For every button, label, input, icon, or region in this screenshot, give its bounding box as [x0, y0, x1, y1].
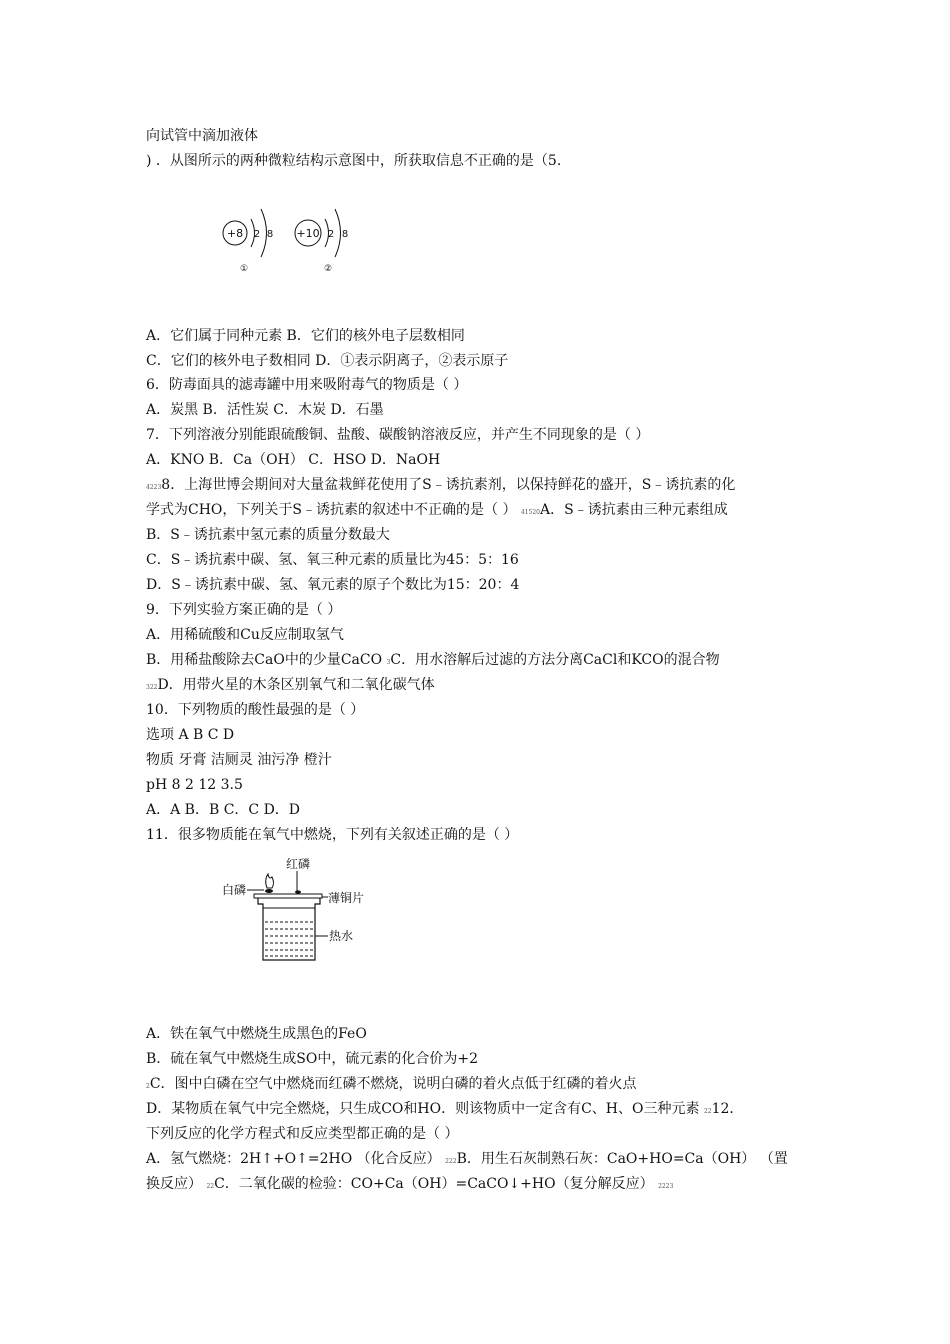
question-9-option-d: D．用带火星的木条区别氧气和二氧化碳气体 [157, 677, 435, 693]
atom-structure-figure [218, 196, 368, 278]
atom2-nucleus-charge: +10 [296, 227, 320, 240]
subscript-run: 22 [703, 1108, 712, 1115]
question-5-options-cd: C．它们的核外电子数相同 D．①表示阴离子，②表示原子 [146, 353, 509, 369]
question-11-option-c-line [146, 1074, 637, 1097]
phosphorus-experiment-figure [220, 850, 380, 968]
subscript-run: 222 [445, 1158, 457, 1165]
question-8-option-d: D．S﹣诱抗素中碳、氢、氧元素的原子个数比为15：20：4 [146, 577, 520, 593]
subscript-run: 2 [146, 1083, 150, 1090]
question-8-option-a: A．S﹣诱抗素由三种元素组成 [540, 502, 728, 518]
question-6-stem: 6．防毒面具的滤毒罐中用来吸附毒气的物质是（ ） [146, 377, 468, 393]
copper-sheet [254, 894, 322, 898]
question-8-option-b: B．S﹣诱抗素中氢元素的质量分数最大 [146, 527, 390, 543]
question-12-options-bc [146, 1174, 673, 1197]
flame-icon [266, 874, 274, 888]
question-9-option-d-line [146, 675, 435, 698]
atom2-shell2-count: 8 [341, 229, 349, 240]
question-11-stem: 11．很多物质能在氧气中燃烧，下列有关叙述正确的是（ ） [146, 827, 519, 843]
red-phosphorus-lump [295, 890, 301, 893]
subscript-run: 322 [146, 684, 158, 691]
question-11-option-d: D．某物质在氧气中完全燃烧，只生成CO和HO．则该物质中一定含有C、H、O三种元素 [146, 1101, 700, 1117]
question-10-table-row-substance: 物质 牙膏 洁厕灵 油污净 橙汁 [146, 752, 332, 768]
question-5-stem: ) ．从图所示的两种微粒结构示意图中，所获取信息不正确的是（5. [146, 153, 562, 169]
atom1-nucleus-charge: +8 [226, 227, 244, 240]
question-11-option-a: A．铁在氧气中燃烧生成黑色的FeO [146, 1026, 367, 1042]
atom1-shell2-count: 8 [266, 229, 274, 240]
question-11-option-b: B．硫在氧气中燃烧生成SO中，硫元素的化合价为+2 [146, 1051, 478, 1067]
question-9-option-c: C．用水溶解后过滤的方法分离CaCl和KCO的混合物 [390, 652, 720, 668]
question-10-table-header: 选项 A B C D [146, 727, 235, 743]
question-12-options-ab [146, 1149, 788, 1172]
hot-water-fill [265, 922, 313, 956]
question-11-option-d-line [146, 1099, 743, 1122]
question-12-option-b: B．用生石灰制熟石灰：CaO+HO=Ca（OH） （置 [456, 1151, 788, 1167]
question-12-option-a: A．氢气燃烧：2H↑+O↑=2HO （化合反应） [146, 1151, 441, 1167]
question-8-stem [146, 475, 735, 498]
atom2-shell-arc-2 [335, 209, 341, 257]
white-phosphorus-lump [265, 889, 273, 893]
question-7-stem: 7．下列溶液分别能跟硫酸铜、盐酸、碳酸钠溶液反应，并产生不同现象的是（ ） [146, 427, 650, 443]
white-phosphorus-label: 白磷 [222, 883, 247, 897]
question-8-text-cont: 学式为CHO，下列关于S﹣诱抗素的叙述中不正确的是（ ） [146, 502, 517, 518]
question-9-stem: 9．下列实验方案正确的是（ ） [146, 602, 342, 618]
question-10-table-row-ph: pH 8 2 12 3.5 [146, 777, 243, 793]
question-7-options: A．KNO B．Ca（OH） C．HSO D．NaOH [146, 452, 441, 468]
atom1-shell1-count: 2 [253, 229, 261, 240]
atom2-shell1-count: 2 [327, 229, 335, 240]
subscript-run: 3 [386, 659, 391, 666]
question-9-option-a: A．用稀硫酸和Cu反应制取氢气 [146, 627, 344, 643]
question-5-options-ab: A．它们属于同种元素 B．它们的核外电子层数相同 [146, 328, 465, 344]
text-line: 向试管中滴加液体 [146, 128, 258, 144]
question-12-option-b-cont: 换反应） [146, 1176, 202, 1192]
question-10-stem: 10．下列物质的酸性最强的是（ ） [146, 702, 365, 718]
red-phosphorus-label: 红磷 [286, 857, 311, 871]
subscript-run: 22 [206, 1183, 215, 1190]
atom1-shell-arc-2 [261, 209, 267, 257]
copper-sheet-label: 薄铜片 [328, 891, 365, 905]
question-12-option-c: C．二氧化碳的检验：CO+Ca（OH）=CaCO↓+HO（复分解反应） [214, 1176, 654, 1192]
question-11-option-c: C．图中白磷在空气中燃烧而红磷不燃烧，说明白磷的着火点低于红磷的着火点 [149, 1076, 637, 1092]
hot-water-label: 热水 [329, 929, 354, 943]
atom2-label: ② [323, 264, 333, 274]
question-9-options-bc [146, 650, 720, 673]
subscript-run: 2223 [658, 1183, 674, 1190]
subscript-run: 4223 [146, 484, 162, 491]
question-12-stem: 下列反应的化学方程式和反应类型都正确的是（ ） [146, 1126, 459, 1142]
question-12-number: 12． [711, 1101, 744, 1117]
question-6-options: A．炭黑 B．活性炭 C．木炭 D．石墨 [146, 402, 384, 418]
question-8-option-c: C．S﹣诱抗素中碳、氢、氧三种元素的质量比为45：5：16 [146, 552, 519, 568]
subscript-run: 41520 [520, 509, 540, 516]
question-10-options: A．A B．B C．C D．D [146, 802, 301, 818]
question-9-option-b: B．用稀盐酸除去CaO中的少量CaCO [146, 652, 383, 668]
atom1-label: ① [239, 264, 249, 274]
question-8-stem-cont [146, 500, 728, 523]
question-8-text: 8．上海世博会期间对大量盆栽鲜花使用了S﹣诱抗素剂，以保持鲜花的盛开，S﹣诱抗素的化 [161, 477, 736, 493]
